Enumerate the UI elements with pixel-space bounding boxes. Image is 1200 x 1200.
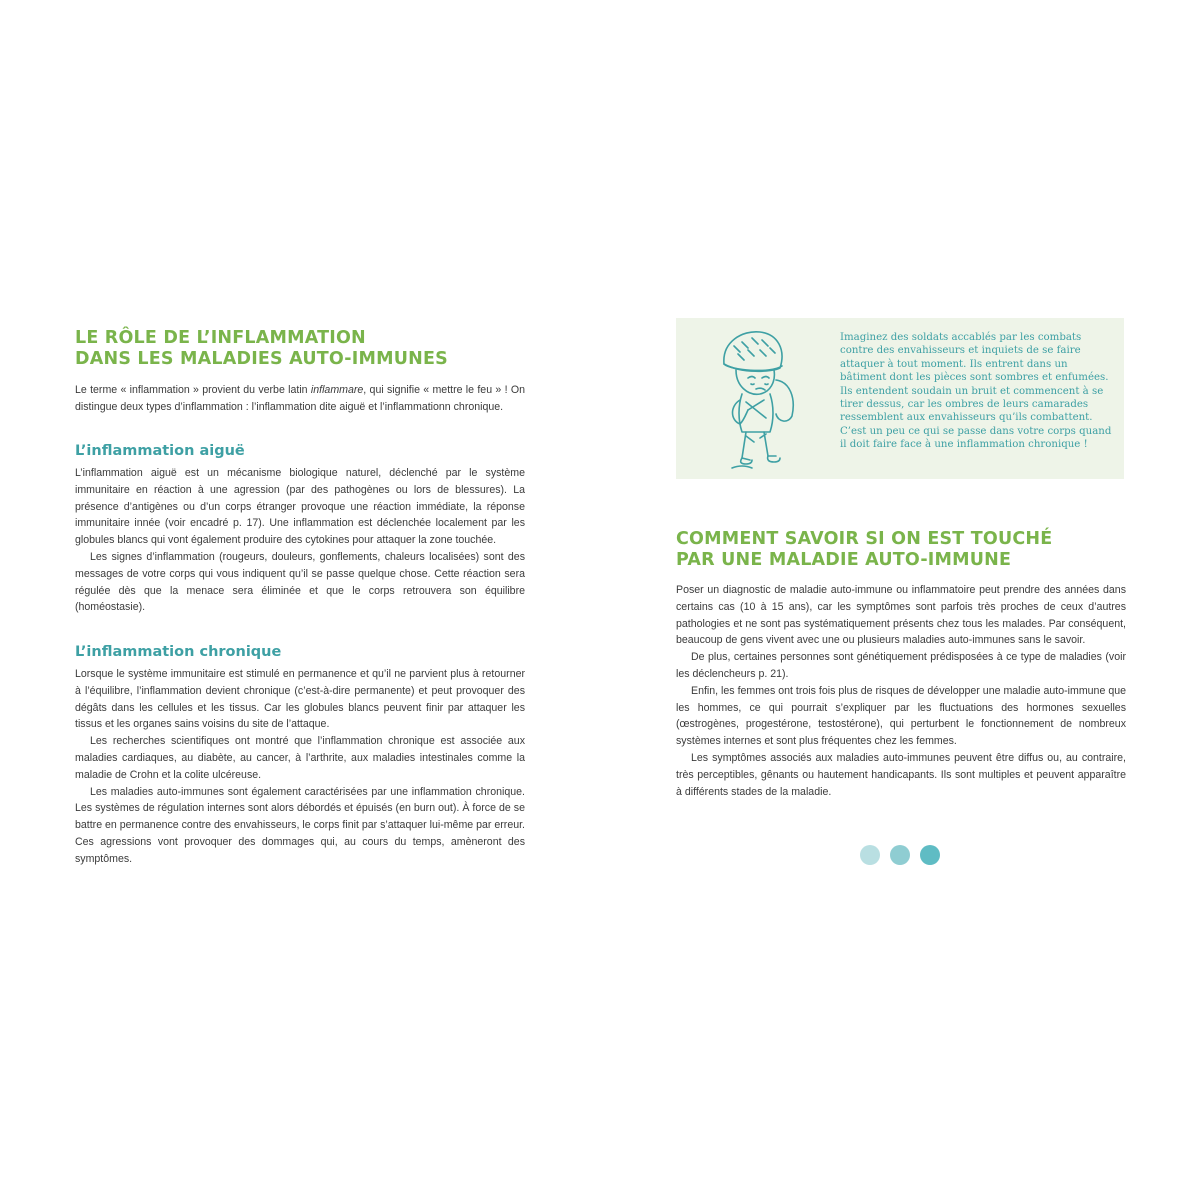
acute-paragraph-1: L’inflammation aiguë est un mécanisme biologique naturel, déclenché par le système immunitaire en réaction à une agression (par des pathogènes ou lors de blessures). La présence d’antigènes ou d’un corps étranger provoque une réaction immédiate, la réponse immunitaire innée (voir encadré p. 17). Une inflammation est déclenchée localement par les globules blancs qui vont également produire des cytokines pour attaquer la zone touchée.	[75, 467, 525, 547]
left-title	[75, 328, 535, 370]
left-title-line1: LE RÔLE DE L’INFLAMMATION	[75, 328, 366, 348]
right-paragraph-4: Les symptômes associés aux maladies auto-immunes peuvent être diffus ou, au contraire, très perceptibles, gênants ou hautement handicapants. Ils sont multiples et peuvent apparaître à différents stades de la maladie.	[676, 751, 1126, 798]
left-title-line2: DANS LES MALADIES AUTO-IMMUNES	[75, 349, 448, 369]
right-title	[676, 529, 1126, 571]
dot-mid	[890, 845, 910, 865]
right-title-line2: PAR UNE MALADIE AUTO-IMMUNE	[676, 550, 1012, 570]
chronic-paragraph-2: Les recherches scientifiques ont montré que l’inflammation chronique est associée aux maladies cardiaques, au diabète, au cancer, à l’arthrite, aux maladies intestinales comme la maladie de Crohn et la colite ulcéreuse.	[75, 735, 525, 781]
dot-dark	[920, 845, 940, 865]
right-paragraph-1: Poser un diagnostic de maladie auto-immune ou inflammatoire peut prendre des années dans certains cas (10 à 15 ans), car les symptômes sont parfois très proches de ceux d’autres pathologies et ne sont pas systématiquement présents chez tous les malades. Par conséquent, beaucoup de gens vivent avec une ou plusieurs maladies auto-immunes sans le savoir.	[676, 584, 1126, 647]
heading-acute: L’inflammation aiguë	[75, 443, 245, 459]
chronic-section	[75, 666, 525, 868]
chronic-paragraph-1: Lorsque le système immunitaire est stimulé en permanence et qu’il ne parvient plus à retourner à l’équilibre, l’inflammation devient chronique (c’est-à-dire permanente) et peut provoquer des dégâts dans les cellules et les tissus. Car les globules blancs peuvent finir par attaquer les tissus et les organes sains voisins du site de l’attaque.	[75, 668, 525, 731]
acute-section	[75, 465, 525, 616]
callout-box	[676, 318, 1124, 479]
right-body	[676, 582, 1126, 800]
intro-latin-term: inflammare	[310, 384, 364, 396]
dot-light	[860, 845, 880, 865]
heading-chronic: L’inflammation chronique	[75, 644, 282, 660]
callout-text: Imaginez des soldats accablés par les combats contre des envahisseurs et inquiets de se faire attaquer à tout moment. Ils entrent dans un bâtiment dont les pièces sont sombres et enfumées. Ils entendent soudain un bruit et commencent à se tirer dessus, car les ombres de leurs camarades ressemblent aux envahisseurs qu’ils combattent. C’est un peu ce qui se passe dans votre corps quand il doit faire face à une inflammation chronique !	[840, 332, 1112, 451]
decorative-dots	[860, 845, 940, 865]
intro-paragraph	[75, 382, 525, 416]
right-paragraph-3: Enfin, les femmes ont trois fois plus de risques de développer une maladie auto-immune que les hommes, ce qui pourrait s’expliquer par les fluctuations des hormones sexuelles (œstrogènes, progestérone, testostérone), qui perturbent le fonctionnement de nombreux systèmes internes et sont plus fréquentes chez les femmes.	[676, 684, 1126, 748]
intro-text-a: Le terme « inflammation » provient du verbe latin	[75, 384, 311, 396]
chronic-paragraph-3: Les maladies auto-immunes sont également caractérisées par une inflammation chronique. Les systèmes de régulation internes sont alors débordés et épuisés (en burn out). À force de se battre en permanence contre des envahisseurs, le corps finit par s’attaquer lui-même par erreur. Ces agressions vont provoquer des dommages qui, au cours du temps, amèneront des symptômes.	[75, 785, 525, 865]
right-paragraph-2: De plus, certaines personnes sont génétiquement prédisposées à ce type de maladies (voir les déclencheurs p. 21).	[676, 651, 1126, 680]
acute-paragraph-2: Les signes d’inflammation (rougeurs, douleurs, gonflements, chaleurs localisées) sont des messages de votre corps qui vous indiquent qu’il se passe quelque chose. Cette réaction sera régulée dès que la menace sera éliminée et que le corps retrouvera son équilibre (homéostasie).	[75, 550, 525, 614]
soldier-illustration-icon	[712, 324, 832, 474]
right-title-line1: COMMENT SAVOIR SI ON EST TOUCHÉ	[676, 529, 1053, 549]
intro-text-b: , qui signifie « mettre le feu » ! On distingue deux types d’inflammation : l’inflammation dite aiguë et l’inflammationn chronique.	[75, 384, 525, 413]
